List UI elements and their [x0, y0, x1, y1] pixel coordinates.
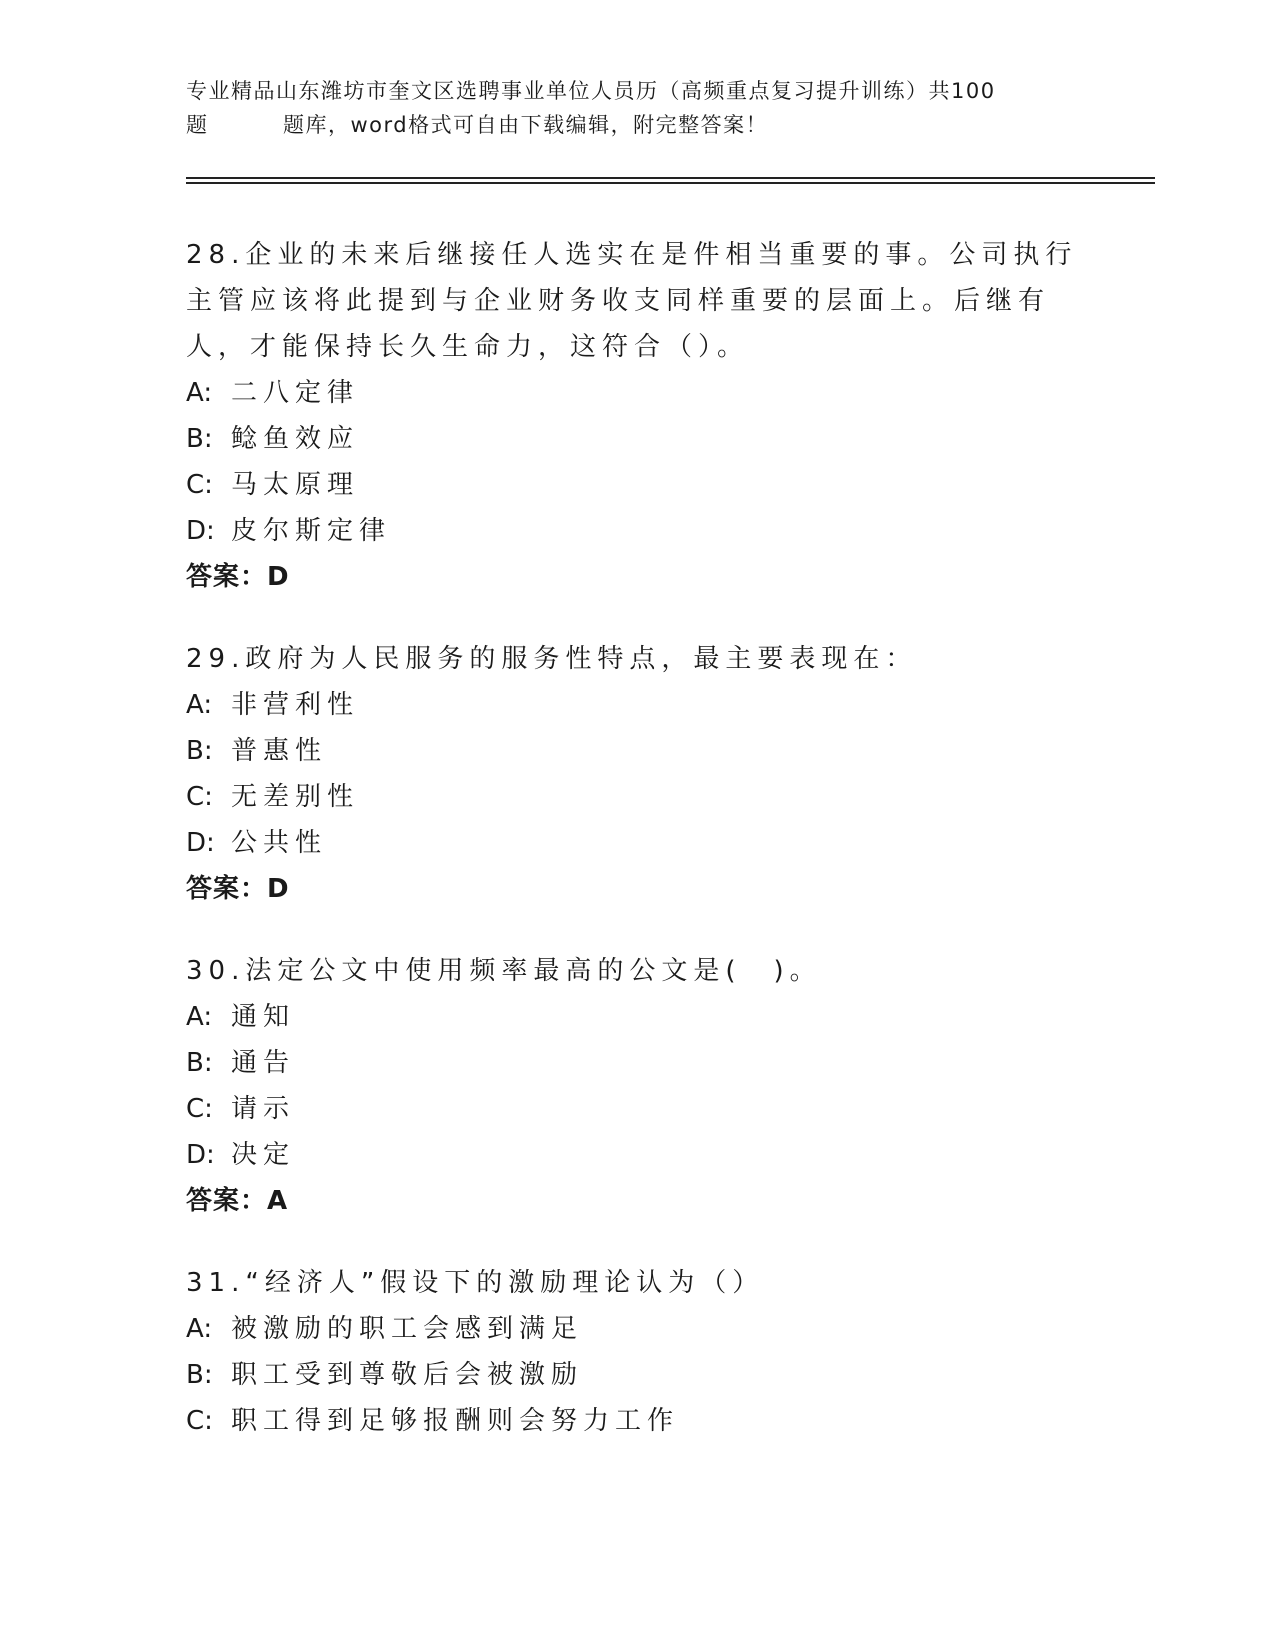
option-d [186, 1132, 1086, 1178]
option-key: C: [186, 1406, 213, 1436]
option-a [186, 682, 1086, 728]
option-text: 职工得到足够报酬则会努力工作 [231, 1406, 680, 1436]
option-text: 被激励的职工会感到满足 [231, 1314, 584, 1344]
option-b [186, 1352, 1086, 1398]
question-stem: 30.法定公文中使用频率最高的公文是( )。 [186, 956, 822, 986]
option-text: 鲶鱼效应 [231, 424, 360, 454]
header-divider-bottom [186, 182, 1155, 184]
option-c [186, 1086, 1086, 1132]
question-30 [186, 948, 1086, 1224]
option-key: A: [186, 1002, 213, 1032]
header-title-line2 [186, 108, 1086, 142]
option-key: B: [186, 1360, 213, 1390]
answer-label: 答案：D [186, 562, 290, 592]
option-text: 二八定律 [231, 378, 360, 408]
question-stem: 31.“经济人”假设下的激励理论认为（） [186, 1268, 765, 1298]
question-31 [186, 1260, 1086, 1444]
option-text: 马太原理 [231, 470, 360, 500]
header-divider-top [186, 177, 1155, 179]
answer-label: 答案：D [186, 874, 290, 904]
option-text: 通知 [231, 1002, 296, 1032]
option-key: A: [186, 1314, 213, 1344]
option-key: D: [186, 828, 215, 858]
header-title-line1: 专业精品山东潍坊市奎文区选聘事业单位人员历（高频重点复习提升训练）共100 [186, 79, 996, 103]
option-key: C: [186, 782, 213, 812]
header-title-line2-left: 题 [186, 113, 209, 137]
question-stem: 28.企业的未来后继接任人选实在是件相当重要的事。公司执行主管应该将此提到与企业财务收支同样重要的层面上。后继有人，才能保持长久生命力，这符合（）。 [186, 240, 1078, 362]
option-c [186, 1398, 1086, 1444]
option-text: 非营利性 [231, 690, 360, 720]
question-29 [186, 636, 1086, 912]
document-header [186, 74, 1086, 142]
option-key: D: [186, 516, 215, 546]
option-a [186, 370, 1086, 416]
option-text: 职工受到尊敬后会被激励 [231, 1360, 584, 1390]
option-key: B: [186, 736, 213, 766]
option-b [186, 416, 1086, 462]
option-a [186, 1306, 1086, 1352]
option-c [186, 774, 1086, 820]
question-stem: 29.政府为人民服务的服务性特点，最主要表现在： [186, 644, 918, 674]
option-key: A: [186, 690, 213, 720]
option-key: B: [186, 1048, 213, 1078]
option-text: 无差别性 [231, 782, 360, 812]
option-d [186, 508, 1086, 554]
option-c [186, 462, 1086, 508]
option-key: C: [186, 1094, 213, 1124]
option-key: A: [186, 378, 213, 408]
answer-label: 答案：A [186, 1186, 289, 1216]
option-key: C: [186, 470, 213, 500]
option-key: D: [186, 1140, 215, 1170]
option-text: 请示 [231, 1094, 296, 1124]
option-text: 公共性 [231, 828, 328, 858]
option-a [186, 994, 1086, 1040]
option-text: 通告 [231, 1048, 296, 1078]
option-key: B: [186, 424, 213, 454]
option-text: 皮尔斯定律 [231, 516, 392, 546]
option-text: 决定 [231, 1140, 296, 1170]
option-b [186, 728, 1086, 774]
question-list [186, 232, 1086, 1480]
option-b [186, 1040, 1086, 1086]
question-28 [186, 232, 1086, 600]
header-title-line2-right: 题库，word格式可自由下载编辑，附完整答案！ [283, 113, 769, 137]
option-d [186, 820, 1086, 866]
option-text: 普惠性 [231, 736, 328, 766]
